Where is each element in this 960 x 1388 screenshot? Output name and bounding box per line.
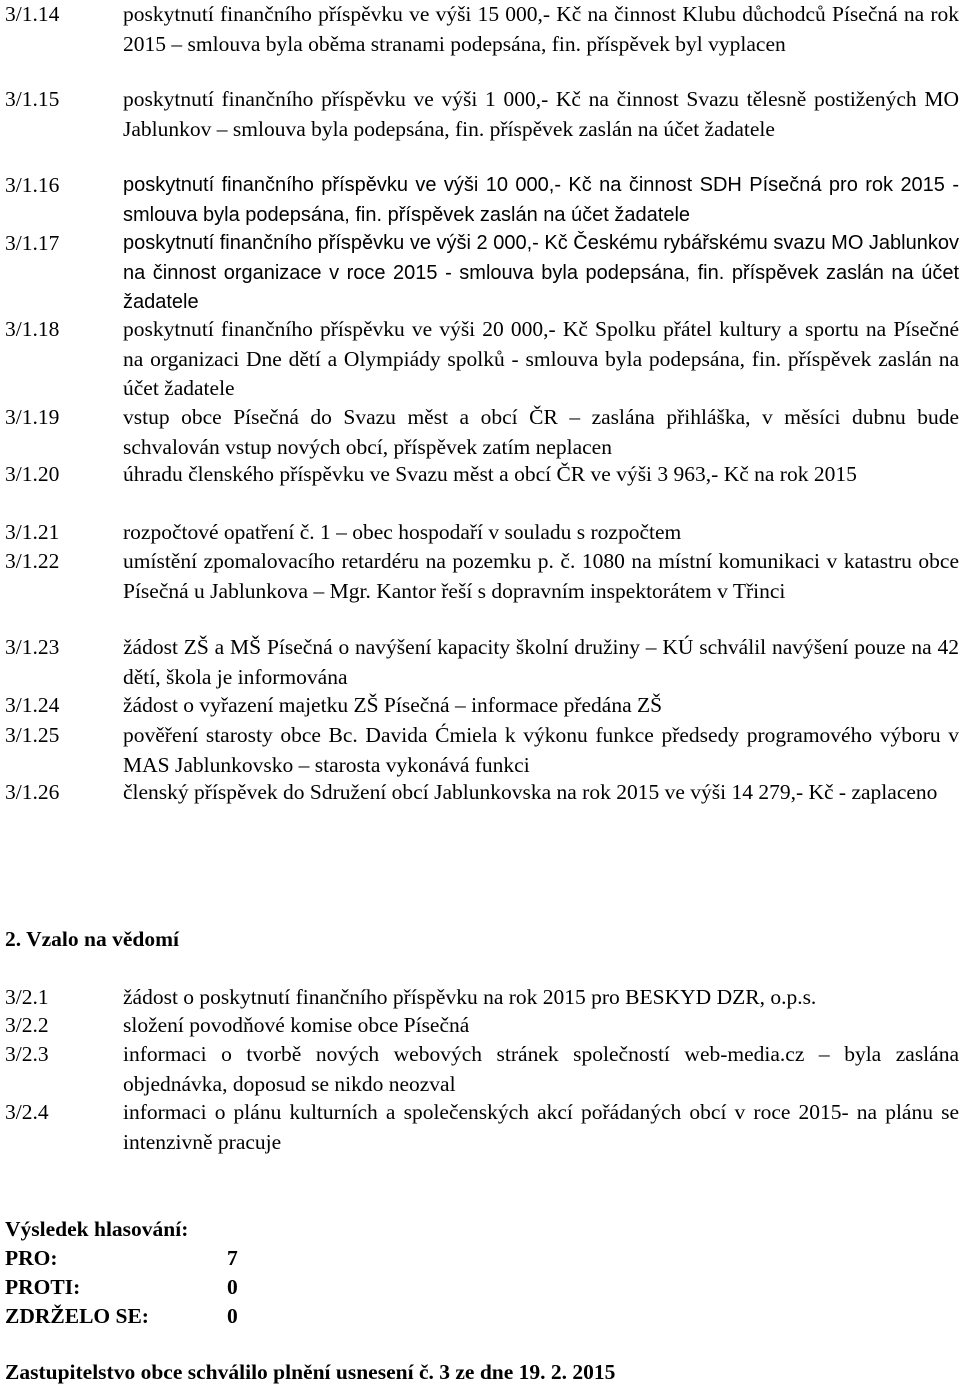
item-text: informaci o plánu kulturních a společenských akcí pořádaných obcí v roce 2015- na plánu se intenzivně pracuje [123, 1100, 959, 1154]
item-text: poskytnutí finančního příspěvku ve výši 15 000,- Kč na činnost Klubu důchodců Písečná na rok 2015 – smlouva byla oběma stranami podepsána, fin. příspěvek byl vyplacen [123, 2, 959, 56]
item-text: umístění zpomalovacího retardéru na pozemku p. č. 1080 na místní komunikaci v katastru obce Písečná u Jablunkova – Mgr. Kantor řeší s dopravním inspektorátem v Třinci [123, 549, 959, 603]
item-text: informaci o tvorbě nových webových stránek společností web-media.cz – byla zaslána objednávka, doposud se nikdo neozval [123, 1042, 959, 1096]
item-number: 3/1.25 [5, 723, 60, 747]
vote-value: 7 [227, 1246, 238, 1270]
item-text: pověření starosty obce Bc. Davida Ćmiela k výkonu funkce předsedy programového výboru v MAS Jablunkovsko – starosta vykonává funkci [123, 723, 959, 777]
item-number: 3/1.16 [5, 173, 60, 197]
item-number: 3/1.15 [5, 87, 60, 111]
item-number: 3/1.21 [5, 520, 60, 544]
vote-value: 0 [227, 1275, 238, 1299]
item-number: 3/2.2 [5, 1013, 49, 1037]
item-text: žádost o poskytnutí finančního příspěvku na rok 2015 pro BESKYD DZR, o.p.s. [123, 985, 817, 1009]
item-number: 3/2.1 [5, 985, 49, 1009]
vote-value: 0 [227, 1304, 238, 1328]
item-number: 3/1.23 [5, 635, 60, 659]
vote-label: PRO: [5, 1246, 58, 1270]
item-number: 3/1.18 [5, 317, 60, 341]
item-text: žádost ZŠ a MŠ Písečná o navýšení kapacity školní družiny – KÚ schválil navýšení pouze na 42 dětí, škola je informována [123, 635, 959, 689]
item-number: 3/2.3 [5, 1042, 49, 1066]
vote-label: PROTI: [5, 1275, 81, 1299]
item-text: členský příspěvek do Sdružení obcí Jablunkovska na rok 2015 ve výši 14 279,- Kč - zaplaceno [123, 780, 938, 804]
vote-label: ZDRŽELO SE: [5, 1304, 149, 1328]
item-text: poskytnutí finančního příspěvku ve výši 1 000,- Kč na činnost Svazu tělesně postižených MO Jablunkov – smlouva byla podepsána, fin. příspěvek zaslán na účet žadatele [123, 87, 959, 141]
item-text: vstup obce Písečná do Svazu měst a obcí ČR – zaslána přihláška, v měsíci dubnu bude schvalován vstup nových obcí, příspěvek zatím neplacen [123, 405, 959, 459]
item-number: 3/1.26 [5, 780, 60, 804]
item-text: úhradu členského příspěvku ve Svazu měst a obcí ČR ve výši 3 963,- Kč na rok 2015 [123, 462, 857, 486]
section-heading: 2. Vzalo na vědomí [5, 927, 179, 951]
vote-results-label: Výsledek hlasování: [5, 1217, 189, 1241]
item-number: 3/1.24 [5, 693, 60, 717]
item-text: složení povodňové komise obce Písečná [123, 1013, 470, 1037]
item-number: 3/1.19 [5, 405, 60, 429]
item-number: 3/1.22 [5, 549, 60, 573]
item-text: poskytnutí finančního příspěvku ve výši 2 000,- Kč Českému rybářskému svazu MO Jablunkov na činnost organizace v roce 2015 - smlouva byla podepsána, fin. příspěvek zaslán na účet žadatele [123, 232, 959, 313]
item-number: 3/1.20 [5, 462, 60, 486]
item-text: žádost o vyřazení majetku ZŠ Písečná – informace předána ZŠ [123, 693, 663, 717]
item-number: 3/2.4 [5, 1100, 49, 1124]
item-text: rozpočtové opatření č. 1 – obec hospodaří v souladu s rozpočtem [123, 520, 682, 544]
item-text: poskytnutí finančního příspěvku ve výši 10 000,- Kč na činnost SDH Písečná pro rok 2015 - smlouva byla podepsána, fin. příspěvek zaslán na účet žadatele [123, 174, 959, 226]
item-number: 3/1.14 [5, 2, 60, 26]
item-number: 3/1.17 [5, 231, 60, 255]
item-text: poskytnutí finančního příspěvku ve výši 20 000,- Kč Spolku přátel kultury a sportu na Písečné na organizaci Dne dětí a Olympiády spolků - smlouva byla podepsána, fin. příspěvek zaslán na účet žadatele [123, 317, 959, 400]
conclusion-text: Zastupitelstvo obce schválilo plnění usnesení č. 3 ze dne 19. 2. 2015 [5, 1360, 616, 1384]
